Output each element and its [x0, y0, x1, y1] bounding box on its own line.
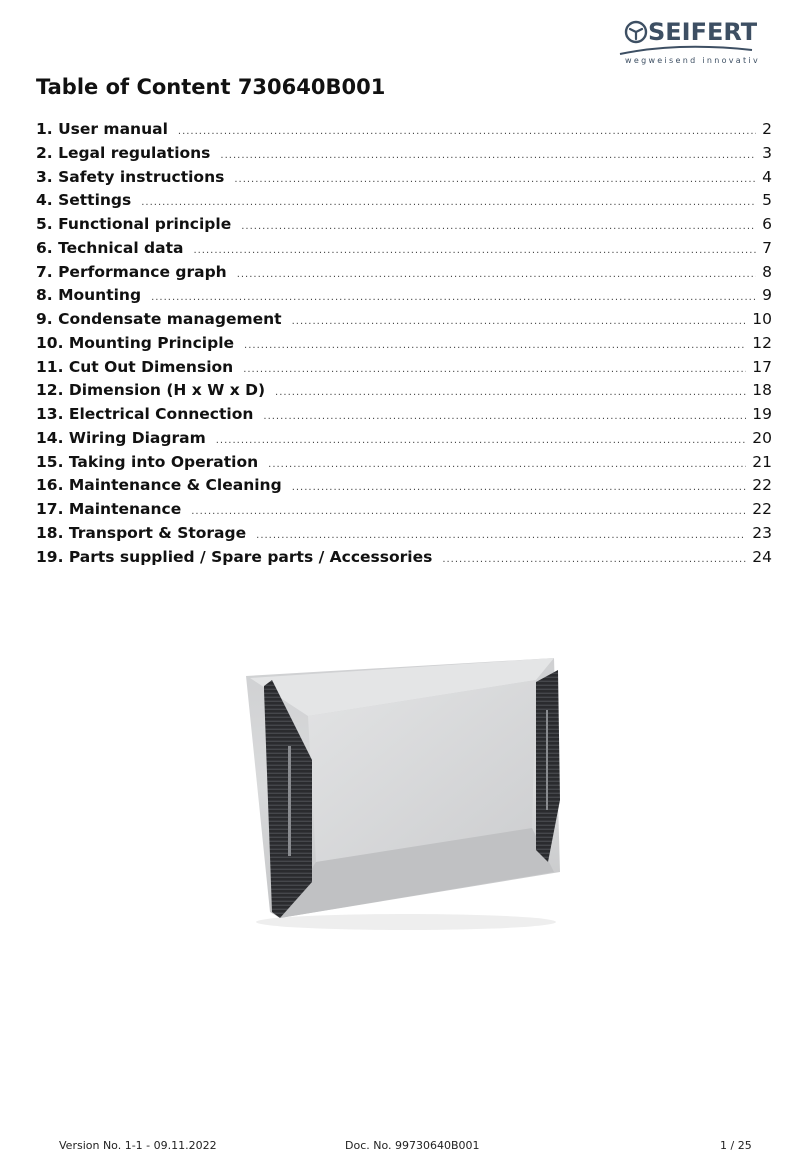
toc-entry-label: 18. Transport & Storage: [36, 523, 247, 542]
brand-logo: [618, 14, 760, 70]
toc-entry[interactable]: [36, 498, 772, 522]
toc-entry[interactable]: [36, 213, 772, 237]
toc-dot-leader: [442, 548, 746, 572]
toc-entry-label: 16. Maintenance & Cleaning: [36, 476, 282, 495]
toc-dot-leader: [234, 168, 756, 192]
brand-name: SEIFERT: [648, 18, 758, 46]
toc-dot-leader: [292, 476, 747, 500]
brand-swoosh: [618, 44, 754, 56]
toc-dot-leader: [237, 263, 756, 287]
toc-dot-leader: [220, 144, 756, 168]
toc-entry-label: 8. Mounting: [36, 286, 142, 305]
footer-page-number: 1 / 25: [720, 1139, 752, 1152]
toc-entry-page: 24: [752, 547, 772, 566]
toc-dot-leader: [292, 310, 747, 334]
toc-entry-page: 7: [762, 238, 772, 257]
seifert-logo-icon: [624, 20, 648, 44]
toc-dot-leader: [256, 524, 746, 548]
toc-entry-label: 4. Settings: [36, 191, 132, 210]
toc-dot-leader: [216, 429, 747, 453]
toc-entry-label: 9. Condensate management: [36, 310, 282, 328]
toc-dot-leader: [191, 500, 746, 524]
toc-entry[interactable]: [36, 451, 772, 475]
toc-dot-leader: [268, 453, 746, 477]
toc-entry-label: 2. Legal regulations: [36, 143, 211, 162]
toc-entry[interactable]: [36, 261, 772, 285]
toc-entry[interactable]: [36, 284, 772, 308]
toc-entry-page: 10: [752, 310, 772, 328]
toc-dot-leader: [141, 191, 756, 215]
toc-entry-page: 5: [762, 191, 772, 210]
toc-entry-page: 21: [752, 452, 772, 471]
toc-dot-leader: [244, 334, 746, 358]
toc-entry[interactable]: [36, 546, 772, 570]
toc-entry[interactable]: [36, 166, 772, 190]
toc-entry[interactable]: [36, 308, 772, 332]
brand-tagline: wegweisend innovativ: [625, 56, 760, 65]
toc-entry[interactable]: [36, 427, 772, 451]
toc-entry-page: 2: [762, 120, 772, 138]
toc-dot-leader: [193, 239, 756, 263]
toc-dot-leader: [243, 358, 746, 382]
toc-dot-leader: [241, 215, 756, 239]
toc-entry-page: 18: [752, 381, 772, 400]
toc-entry[interactable]: [36, 403, 772, 427]
toc-entry-label: 12. Dimension (H x W x D): [36, 381, 266, 400]
toc-entry-page: 23: [752, 523, 772, 542]
toc-entry-page: 9: [762, 286, 772, 305]
toc-entry-page: 6: [762, 215, 772, 233]
toc-entry-label: 13. Electrical Connection: [36, 405, 254, 423]
product-image: [236, 650, 572, 930]
toc-entry-page: 22: [752, 500, 772, 518]
toc-entry-label: 17. Maintenance: [36, 500, 182, 518]
toc-dot-leader: [151, 286, 756, 310]
toc-entry[interactable]: [36, 356, 772, 380]
toc-dot-leader: [178, 120, 756, 144]
footer-doc-number: Doc. No. 99730640B001: [345, 1139, 480, 1152]
toc-entry-label: 1. User manual: [36, 120, 168, 138]
toc-entry-page: 22: [752, 476, 772, 495]
toc-entry-label: 19. Parts supplied / Spare parts / Accessories: [36, 547, 433, 566]
footer-version: Version No. 1-1 - 09.11.2022: [59, 1139, 217, 1152]
toc-entry-page: 17: [752, 357, 772, 376]
toc-entry-label: 15. Taking into Operation: [36, 452, 259, 471]
toc-entry-label: 6. Technical data: [36, 238, 184, 257]
toc-entry-page: 3: [762, 143, 772, 162]
toc-entry[interactable]: [36, 379, 772, 403]
toc-entry-label: 7. Performance graph: [36, 262, 227, 281]
toc-entry[interactable]: [36, 118, 772, 142]
toc-entry-page: 19: [752, 405, 772, 423]
toc-entry-page: 12: [752, 333, 772, 352]
toc-entry[interactable]: [36, 189, 772, 213]
toc-entry[interactable]: [36, 142, 772, 166]
toc-entry-label: 14. Wiring Diagram: [36, 428, 206, 447]
toc-entry-label: 10. Mounting Principle: [36, 333, 235, 352]
toc-entry[interactable]: [36, 332, 772, 356]
page-title: Table of Content 730640B001: [36, 75, 386, 99]
toc-entry-label: 5. Functional principle: [36, 215, 232, 233]
toc-entry[interactable]: [36, 522, 772, 546]
toc-entry-label: 11. Cut Out Dimension: [36, 357, 234, 376]
toc-entry[interactable]: [36, 474, 772, 498]
toc-entry-page: 8: [762, 262, 772, 281]
toc-dot-leader: [263, 405, 746, 429]
toc-dot-leader: [275, 381, 746, 405]
toc-entry-label: 3. Safety instructions: [36, 167, 225, 186]
toc-entry[interactable]: [36, 237, 772, 261]
table-of-contents: [36, 118, 772, 569]
toc-entry-page: 4: [762, 167, 772, 186]
toc-entry-page: 20: [752, 428, 772, 447]
